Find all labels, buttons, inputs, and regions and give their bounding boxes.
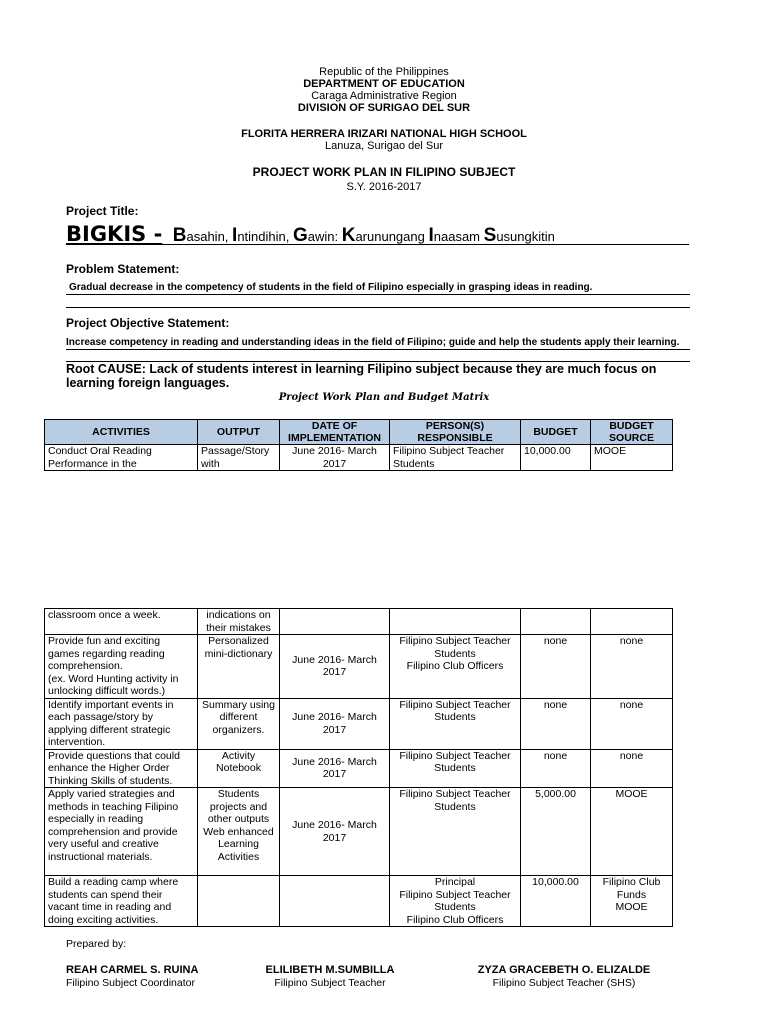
budget-matrix-table — [44, 419, 673, 471]
cell-persons-line: Students — [434, 711, 476, 723]
table-row — [45, 445, 673, 471]
cell-output-line: Activity Notebook — [216, 749, 261, 774]
cell-activity: Conduct Oral Reading Performance in the — [45, 445, 198, 471]
acronym-word-rest: awin: — [307, 229, 342, 244]
signatory-name-2: ELILIBETH M.SUMBILLA — [265, 964, 395, 976]
cell-date — [280, 698, 390, 749]
problem-rule-1 — [66, 294, 690, 295]
cell-activity — [45, 876, 198, 927]
signatory-name-1: REAH CARMEL S. RUINA — [66, 964, 199, 976]
objective-statement-label: Project Objective Statement: — [66, 316, 230, 330]
cell-budget-line: 10,000.00 — [532, 876, 579, 888]
col-header-persons: PERSON(S) RESPONSIBLE — [390, 420, 521, 445]
cell-source-line: Filipino Club Funds — [602, 876, 661, 901]
cell-date-line: June 2016- March 2017 — [292, 653, 377, 679]
cell-activity-line: Apply varied strategies and methods in teaching Filipino especially in reading comprehension and provide very useful and creative instructional materials. — [48, 788, 179, 863]
cell-source — [591, 635, 673, 699]
cell-persons-line: Students — [434, 901, 476, 913]
cell-activity-line: Build a reading camp where students can spend their vacant time in reading and doing exciting activities. — [48, 876, 179, 926]
cell-source-line: MOOE — [615, 901, 648, 913]
acronym-initial: G — [292, 225, 308, 246]
budget-matrix-table-continued — [44, 608, 673, 927]
department-line: DEPARTMENT OF EDUCATION — [303, 78, 465, 90]
signatory-role-3: Filipino Subject Teacher (SHS) — [492, 977, 636, 989]
signatory-role-1: Filipino Subject Coordinator — [66, 977, 195, 989]
cell-budget — [521, 635, 591, 699]
cell-budget-line: none — [543, 635, 568, 647]
project-title-label: Project Title: — [66, 204, 139, 218]
col-header-output: OUTPUT — [198, 420, 280, 445]
problem-statement-label: Problem Statement: — [66, 262, 180, 276]
acronym-word-rest: ntindihin, — [237, 229, 293, 244]
school-year: S.Y. 2016-2017 — [346, 181, 422, 193]
cell-persons — [390, 609, 521, 635]
cell-source — [591, 749, 673, 788]
cell-date-line: June 2016- March 2017 — [292, 755, 377, 781]
cell-output-line: Summary using different organizers. — [202, 698, 275, 736]
col-header-source: BUDGET SOURCE — [591, 420, 673, 445]
cell-budget — [521, 609, 591, 635]
cell-budget-line: none — [543, 749, 568, 762]
col-header-activities: ACTIVITIES — [45, 420, 198, 445]
col-header-date: DATE OF IMPLEMENTATION — [280, 420, 390, 445]
cell-persons-line: Students — [434, 800, 476, 813]
cell-date — [280, 876, 390, 927]
cell-activity-line: (ex. Word Hunting activity in unlocking difficult words.) — [48, 672, 179, 697]
cell-date — [280, 788, 390, 876]
cell-persons — [390, 635, 521, 699]
cell-date-line: June 2016- March 2017 — [292, 819, 377, 844]
cell-output-line: Students projects and other outputs — [207, 788, 270, 825]
cell-budget — [521, 876, 591, 927]
region-line: Caraga Administrative Region — [311, 90, 457, 102]
cell-activity — [45, 698, 198, 749]
cell-persons — [390, 788, 521, 876]
table-row — [45, 749, 673, 788]
acronym-initial: K — [341, 225, 356, 246]
matrix-title: Project Work Plan and Budget Matrix — [278, 392, 490, 403]
cell-persons-line: Filipino Subject Teacher — [399, 635, 511, 647]
cell-activity — [45, 635, 198, 699]
cell-output — [198, 749, 280, 788]
country-line: Republic of the Philippines — [319, 66, 449, 78]
cell-output-line: Web enhanced Learning Activities — [203, 825, 274, 863]
acronym-word-rest: usungkitin — [496, 229, 555, 244]
cell-output — [198, 876, 280, 927]
project-acronym: BIGKIS - — [66, 222, 163, 246]
cell-activity — [45, 749, 198, 788]
acronym-expansion — [172, 225, 555, 246]
objective-statement-text: Increase competency in reading and understanding ideas in the field of Filipino; guide and help the students apply their learning. — [66, 337, 680, 348]
problem-statement-text: Gradual decrease in the competency of students in the field of Filipino especially in grasping ideas in reading. — [69, 282, 593, 293]
project-title — [66, 222, 689, 245]
plan-title: PROJECT WORK PLAN IN FILIPINO SUBJECT — [252, 165, 516, 179]
cell-persons — [390, 698, 521, 749]
acronym-initial: I — [232, 225, 238, 246]
cell-persons-line: Filipino Subject Teacher — [399, 698, 511, 711]
cell-budget-line: none — [543, 698, 568, 711]
cell-output — [198, 635, 280, 699]
cell-activity — [45, 788, 198, 876]
table-row — [45, 698, 673, 749]
acronym-word-rest: naasam — [433, 229, 484, 244]
cell-persons-line: Filipino Subject Teacher — [399, 749, 511, 762]
school-name: FLORITA HERRERA IRIZARI NATIONAL HIGH SCHOOL — [241, 128, 527, 140]
cell-activity-line: Provide questions that could enhance the Higher Order Thinking Skills of students. — [48, 749, 180, 787]
acronym-initial: B — [172, 225, 187, 246]
acronym-initial: S — [483, 225, 497, 246]
cell-source — [591, 698, 673, 749]
cell-date-line: June 2016- March 2017 — [292, 711, 377, 736]
school-location: Lanuza, Surigao del Sur — [324, 140, 444, 152]
cell-source-line: none — [619, 698, 644, 711]
cell-budget — [521, 698, 591, 749]
acronym-initial: I — [428, 225, 434, 246]
cell-persons — [390, 876, 521, 927]
cell-persons-line: Filipino Subject Teacher — [399, 888, 511, 901]
cell-source — [591, 788, 673, 876]
prepared-by-label: Prepared by: — [66, 938, 127, 950]
cell-date: June 2016- March 2017 — [280, 445, 390, 471]
problem-rule-2 — [66, 307, 690, 308]
cell-budget: 10,000.00 — [521, 445, 591, 471]
cell-budget — [521, 788, 591, 876]
cell-source-line: MOOE — [615, 788, 648, 800]
table-row — [45, 635, 673, 699]
cell-source-line: none — [619, 749, 644, 762]
table-row — [45, 876, 673, 927]
cell-source — [591, 609, 673, 635]
root-cause: Root CAUSE: Lack of students interest in learning Filipino subject because they are much focus on learning foreign languages. — [66, 362, 657, 390]
cell-output-line: Personalized mini-dictionary — [204, 635, 273, 660]
cell-persons-line: Filipino Subject Teacher — [399, 788, 511, 800]
cell-persons-line: Students — [434, 647, 476, 660]
cell-source — [591, 876, 673, 927]
matrix-rows — [45, 635, 673, 927]
cell-date — [280, 749, 390, 788]
objective-rule-1 — [66, 349, 690, 350]
cell-output — [198, 698, 280, 749]
cell-persons: Filipino Subject Teacher Students — [390, 445, 521, 471]
matrix-header-row — [45, 420, 673, 445]
cell-date — [280, 609, 390, 635]
division-line: DIVISION OF SURIGAO DEL SUR — [297, 102, 471, 114]
cell-date — [280, 635, 390, 699]
cell-persons-line: Filipino Club Officers — [406, 660, 504, 672]
cell-source: MOOE — [591, 445, 673, 471]
cell-persons-line: Principal — [434, 876, 476, 888]
signatory-role-2: Filipino Subject Teacher — [274, 977, 386, 989]
acronym-word-rest: arunungang — [355, 229, 429, 244]
cell-output — [198, 788, 280, 876]
cell-persons-line: Filipino Club Officers — [406, 913, 504, 926]
acronym-word-rest: asahin, — [186, 229, 233, 244]
cell-activity-line: Identify important events in each passage/story by applying different strategic intervention. — [48, 698, 174, 748]
col-header-budget: BUDGET — [521, 420, 591, 445]
cell-persons-line: Students — [434, 762, 476, 774]
table-row — [45, 788, 673, 876]
cell-output: indications on their mistakes — [198, 609, 280, 635]
cell-output: Passage/Story with — [198, 445, 280, 471]
cell-budget-line: 5,000.00 — [535, 788, 576, 800]
signatory-name-3: ZYZA GRACEBETH O. ELIZALDE — [477, 964, 651, 976]
cell-activity-line: Provide fun and exciting games regarding reading comprehension. — [48, 635, 165, 672]
table-row — [45, 609, 673, 635]
cell-source-line: none — [619, 635, 644, 647]
cell-budget — [521, 749, 591, 788]
cell-persons — [390, 749, 521, 788]
cell-activity: classroom once a week. — [45, 609, 198, 635]
